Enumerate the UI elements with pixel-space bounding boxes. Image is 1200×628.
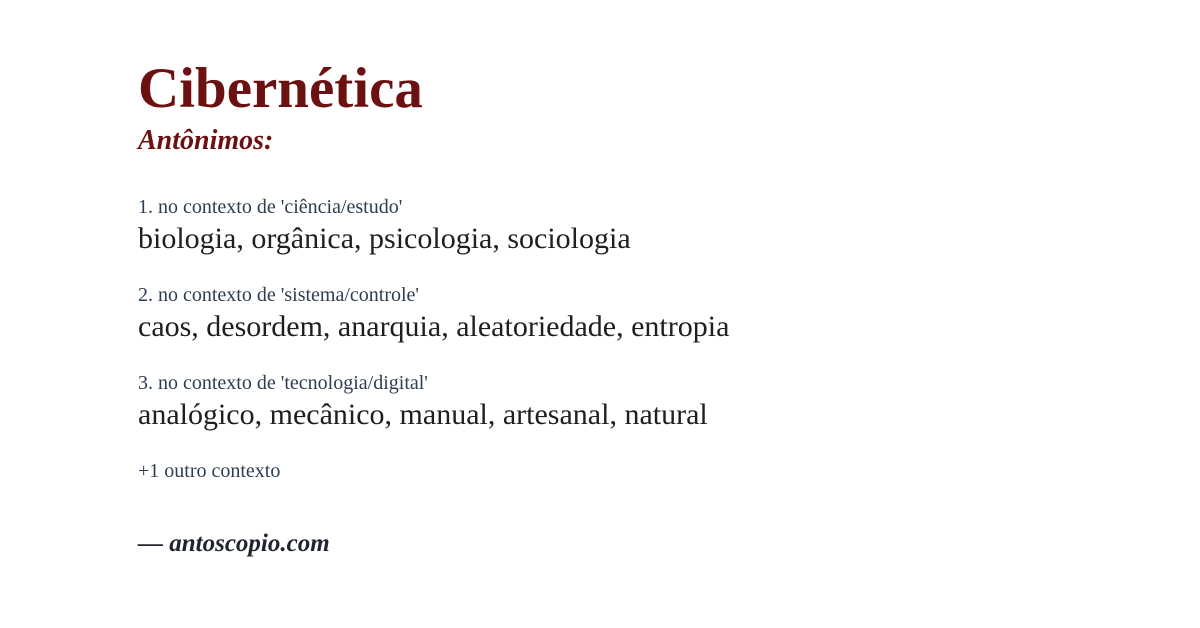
antonym-entry-1 [138,194,1140,258]
context-label-1: 1. no contexto de 'ciência/estudo' [138,196,403,219]
context-label-2: 2. no contexto de 'sistema/controle' [138,284,420,307]
antonym-list-3: analógico, mecânico, manual, artesanal, natural [138,398,708,432]
context-label-3: 3. no contexto de 'tecnologia/digital' [138,372,428,395]
antonym-list-2: caos, desordem, anarquia, aleatoriedade, entropia [138,310,730,344]
antonym-entry-3 [138,370,1140,434]
page-title: Cibernética [138,57,423,120]
antonym-list-1: biologia, orgânica, psicologia, sociologia [138,222,631,256]
attribution: — antoscopio.com [138,530,330,558]
page-subtitle: Antônimos: [138,124,274,156]
more-contexts-link[interactable]: +1 outro contexto [138,460,281,483]
antonym-entry-2 [138,282,1140,346]
